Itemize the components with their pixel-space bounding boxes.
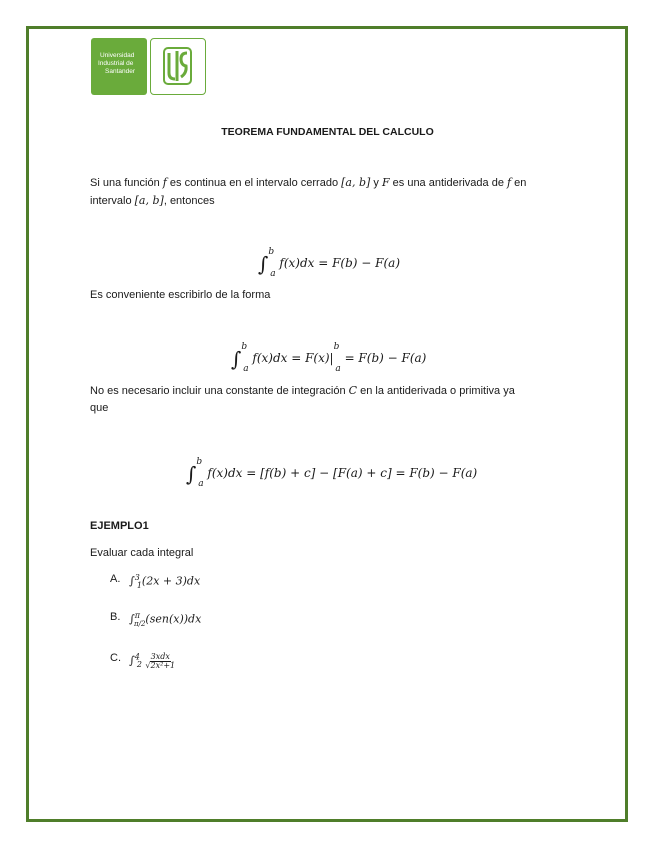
paragraph-3: No es necesario incluir una constante de integración C en la antiderivada o primitiva ya que [90, 384, 515, 414]
exercise-label: C. [110, 652, 121, 664]
uis-seal-icon [150, 38, 206, 95]
logo-line-1: Universidad [100, 52, 135, 59]
university-logo [91, 38, 147, 95]
logo-line-2: Industrial de [98, 60, 134, 67]
equation-2: ∫$^b_a$ $f(x)dx = F(x)|^b_a = F(b) - F(a)$ [231, 342, 427, 374]
example-heading: EJEMPLO1 [90, 520, 149, 532]
page-title: TEOREMA FUNDAMENTAL DEL CALCULO [221, 126, 434, 138]
instruction-text: Evaluar cada integral [90, 547, 194, 559]
exercise-label: B. [110, 611, 121, 623]
logo-line-3: Santander [105, 68, 135, 75]
equation-3: ∫$^b_a$ f(x)dx = [f(b) + c] − [F(a) + c] = F(b) − F(a) [186, 457, 478, 489]
equation-1: ∫$^b_a$ f(x)dx = F(b) − F(a) [258, 247, 400, 279]
exercise-label: A. [110, 573, 121, 585]
theorem-paragraph: Si una función f es continua en el intervalo cerrado [a, b] y F es una antiderivada de f en intervalo [a, b], entonces [90, 176, 527, 207]
paragraph-2: Es conveniente escribirlo de la forma [90, 289, 271, 301]
page-border [26, 26, 628, 822]
